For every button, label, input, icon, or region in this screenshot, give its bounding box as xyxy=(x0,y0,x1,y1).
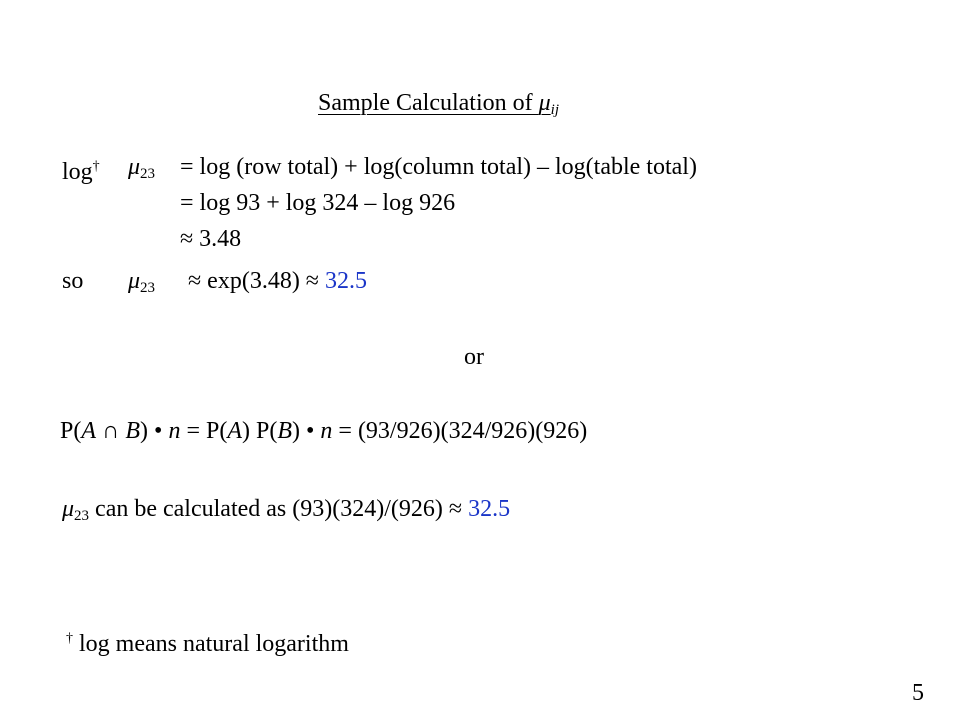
prob-text: = P( xyxy=(180,418,228,444)
prob-text: ) • xyxy=(140,418,169,444)
calc-text: can be calculated as (93)(324)/(926) ≈ xyxy=(89,496,469,522)
so-result-line xyxy=(188,266,367,296)
footnote xyxy=(66,624,349,659)
log-equation-line-1 xyxy=(62,152,100,187)
mu-subscript: 23 xyxy=(140,166,156,182)
mu-subscript: 23 xyxy=(140,280,156,296)
dagger-mark: † xyxy=(92,159,100,174)
so-mid-text: ≈ exp(3.48) ≈ xyxy=(188,268,325,294)
so-label: so xyxy=(62,268,84,294)
title-subscript: ij xyxy=(550,102,560,118)
page-number: 5 xyxy=(912,680,924,706)
log-rhs-1: = log (row total) + log(column total) – log(table total) xyxy=(180,154,697,180)
mu-subscript: 23 xyxy=(74,508,90,524)
prob-text: = (93/926)(324/926)(926) xyxy=(332,418,588,444)
mu-symbol: μ xyxy=(128,154,141,180)
prob-text: P( xyxy=(60,418,82,444)
so-result-value: 32.5 xyxy=(324,268,367,294)
so-mu23-term xyxy=(128,266,155,303)
n-variable: n xyxy=(168,418,181,444)
mu-symbol: μ xyxy=(62,496,75,522)
mu-symbol: μ xyxy=(538,90,551,116)
footnote-text: log means natural logarithm xyxy=(73,631,349,657)
probability-equation xyxy=(60,416,587,446)
dagger-mark: † xyxy=(66,631,73,646)
log-label: log xyxy=(62,159,93,185)
intersection-symbol: ∩ xyxy=(96,418,126,444)
event-b: B xyxy=(277,418,292,444)
calculation-line xyxy=(62,494,510,531)
title-text: Sample Calculation of xyxy=(318,90,539,116)
event-a: A xyxy=(227,418,242,444)
slide-title xyxy=(318,88,559,125)
or-separator: or xyxy=(464,344,484,370)
log-rhs-3: ≈ 3.48 xyxy=(180,226,242,252)
log-rhs-2: = log 93 + log 324 – log 926 xyxy=(180,190,456,216)
prob-text: ) P( xyxy=(241,418,278,444)
event-b: B xyxy=(125,418,141,444)
calc-result-value: 32.5 xyxy=(468,496,511,522)
prob-text: ) • xyxy=(292,418,321,444)
n-variable: n xyxy=(320,418,333,444)
mu23-term xyxy=(128,152,155,189)
mu-symbol: μ xyxy=(128,268,141,294)
event-a: A xyxy=(81,418,97,444)
